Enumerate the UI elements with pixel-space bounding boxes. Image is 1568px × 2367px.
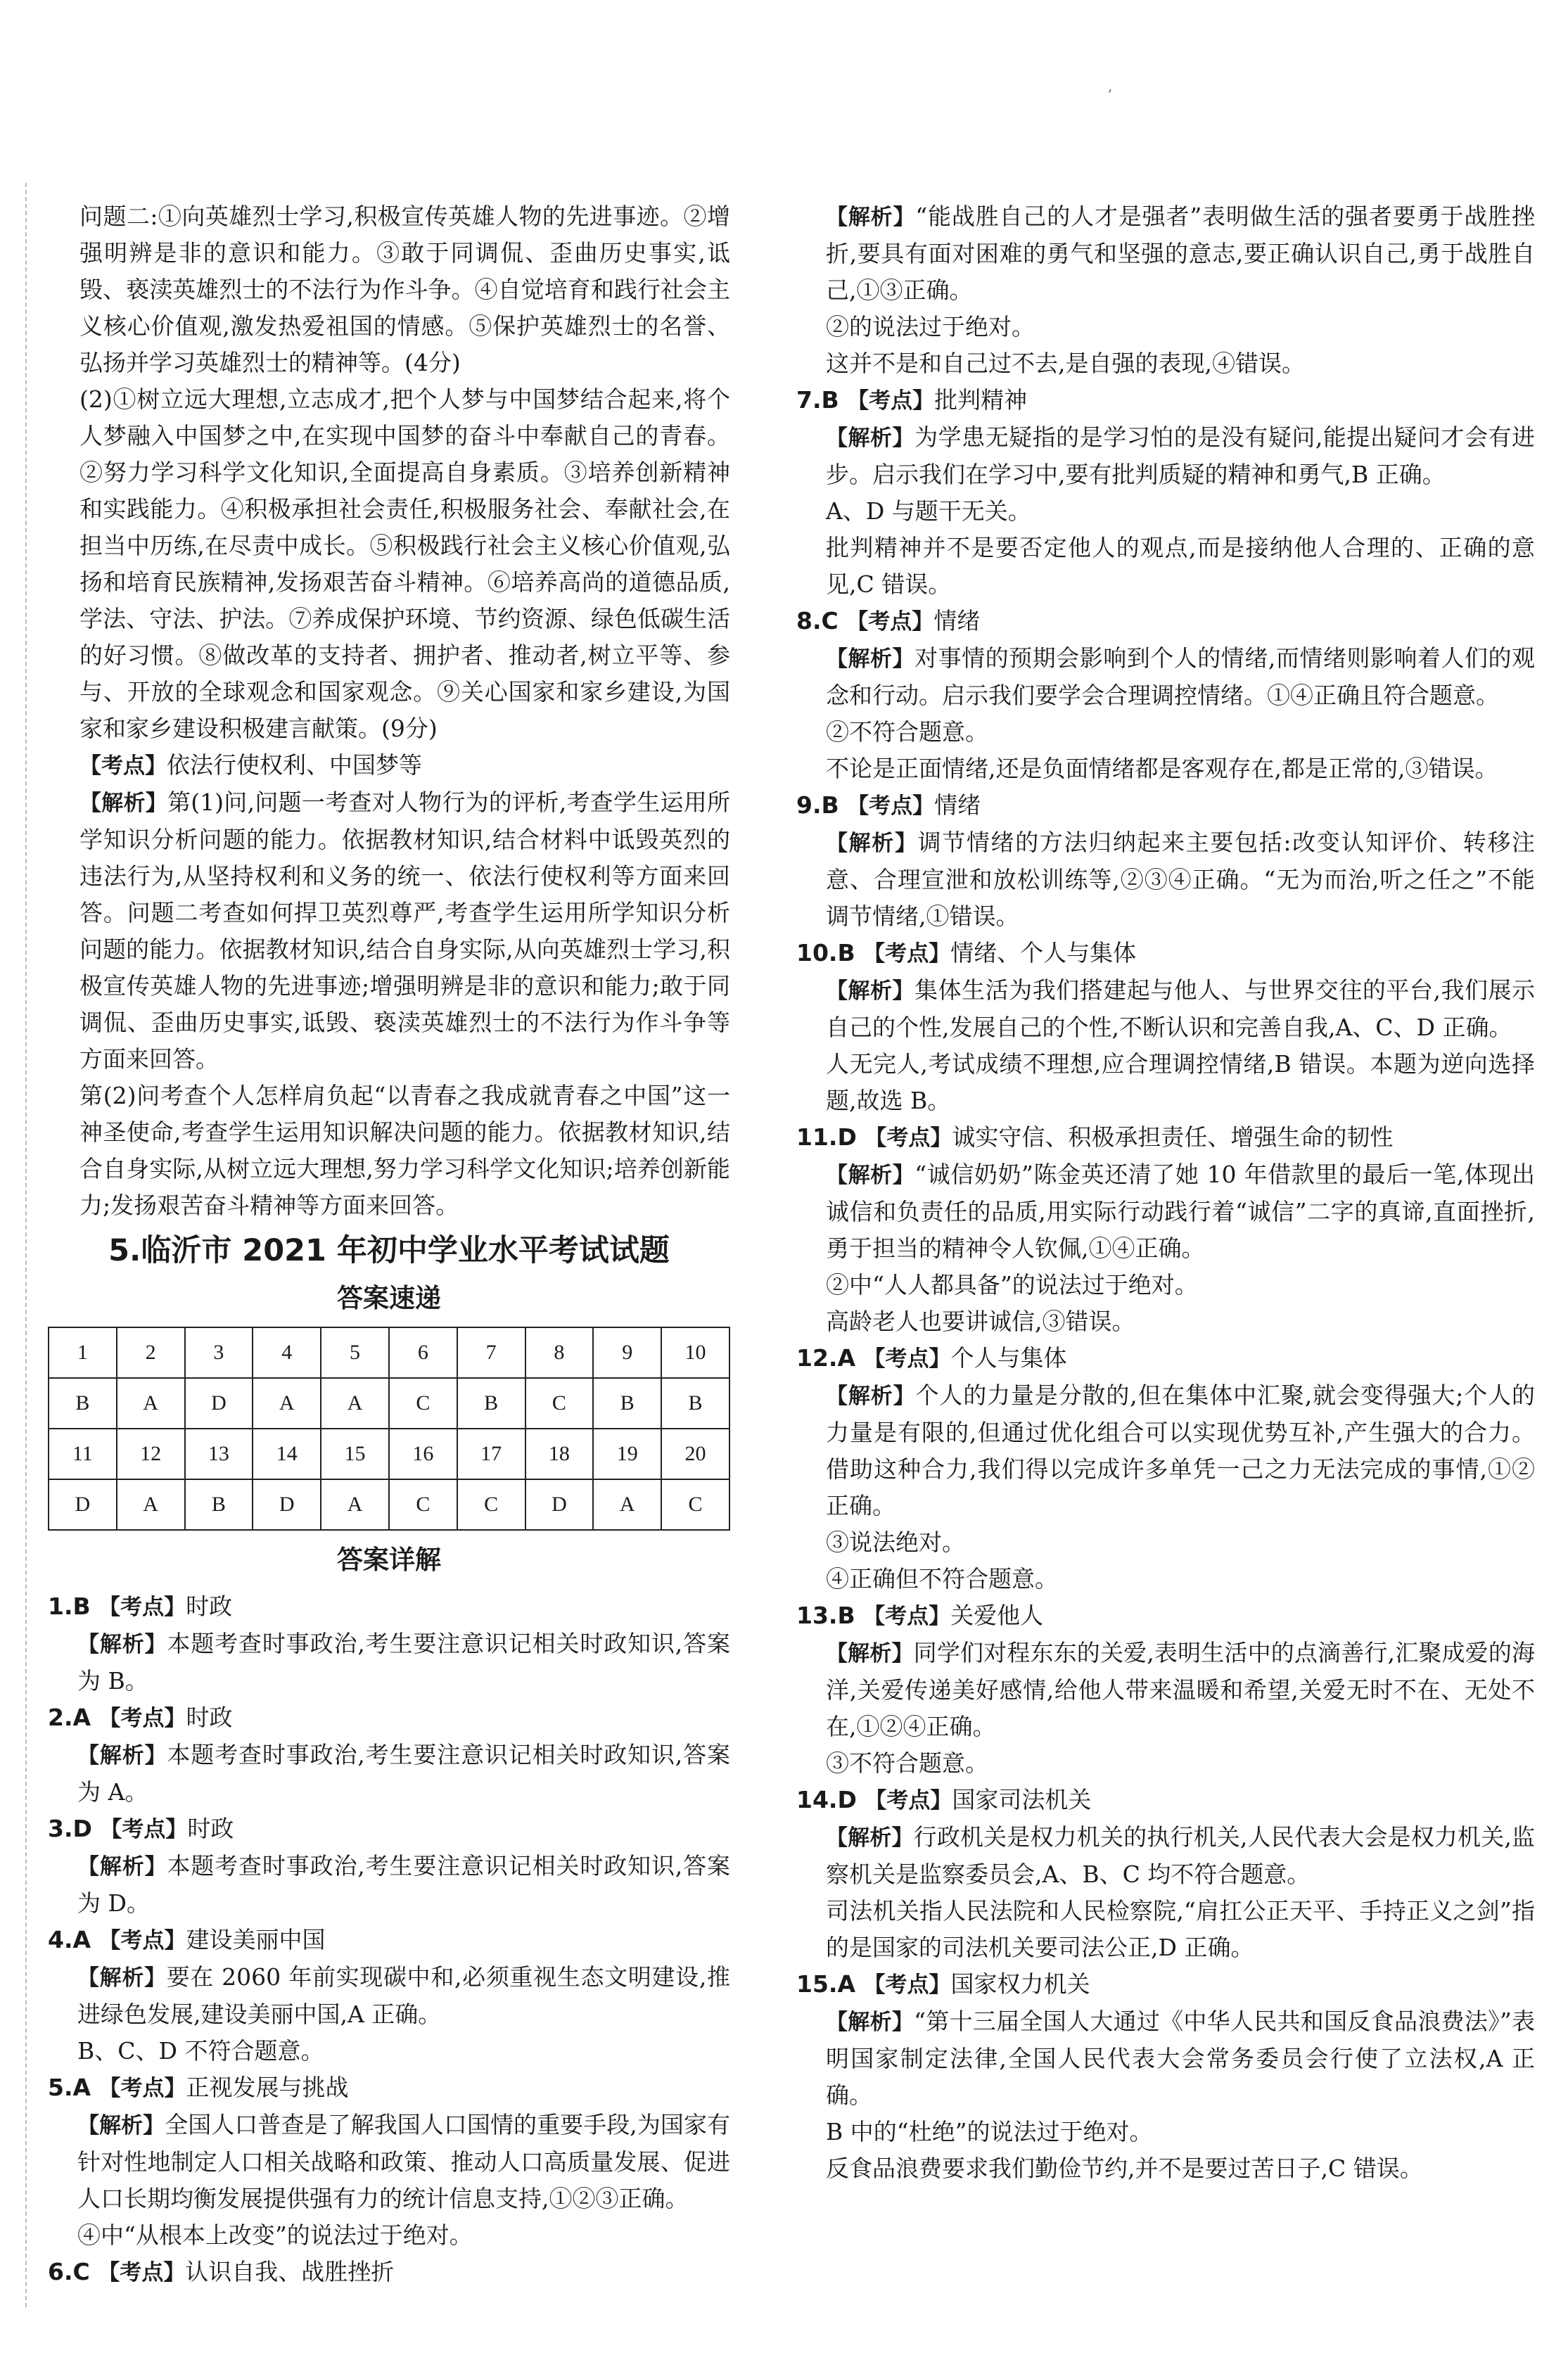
explanation-line: A、D 与题干无关。 [826,497,1031,525]
kaodian-text: 时政 [186,1593,233,1620]
kaodian-text: 诚实守信、积极承担责任、增强生命的韧性 [952,1123,1394,1151]
answer-item-heading [796,1119,1535,1156]
answer-item-heading [48,2069,730,2107]
kaodian-tag: 【考点】 [847,793,935,819]
kaodian-tag: 【考点】 [98,2076,186,2101]
answer-item-number: 12.A [796,1344,864,1372]
kaodian-tag: 【考点】 [79,753,167,779]
jiexi-text: 本题考查时事政治,考生要注意识记相关时政知识,答案为 A。 [77,1741,731,1806]
explanation-line: B、C、D 不符合题意。 [77,2037,324,2065]
kaodian-text: 情绪 [933,607,981,634]
explanation-line: ③说法绝对。 [826,1529,965,1556]
answer-item-heading [48,2254,730,2291]
jiexi-tag: 【解析】 [826,1384,916,1409]
question-number-cell: 4 [253,1327,321,1378]
explanation-line: ②不符合题意。 [826,718,988,746]
explanation-line: 高龄老人也要讲诚信,③错误。 [826,1308,1135,1335]
question-number-cell: 13 [185,1429,253,1479]
intro-para-2: (2)①树立远大理想,立志成才,把个人梦与中国梦结合起来,将个人梦融入中国梦之中,在实现中国梦的奋斗中奉献自己的青春。②努力学习科学文化知识,全面提高自身素质。③培养创新精神和实践能力。④积极承担社会责任,积极服务社会、奉献社会,在担当中历练,在尽责中成长。⑤积极践行社会主义核心价值观,弘扬和培育民族精神,发扬艰苦奋斗精神。⑥培养高尚的道德品质,学法、守法、护法。⑦养成保护环境、节约资源、绿色低碳生活的好习惯。⑧做改革的支持者、拥护者、推动者,树立平等、参与、开放的全球观念和国家观念。⑨关心国家和家乡建设,为国家和家乡建设积极建言献策。(9分) [79,385,730,742]
kaodian-text: 个人与集体 [950,1344,1067,1372]
jiexi-text: 对事情的预期会影响到个人的情绪,而情绪则影响着人们的观念和行动。启示我们要学会合理调控情绪。①④正确且符合题意。 [826,644,1536,709]
answer-letter-cell: A [253,1378,321,1429]
explanation-line: 批判精神并不是要否定他人的观点,而是接纳他人合理的、正确的意见,C 错误。 [826,534,1535,598]
question-number-cell: 7 [457,1327,525,1378]
answer-detail-title: 答案详解 [337,1545,441,1575]
question-number-cell: 14 [253,1429,321,1479]
answer-letter-cell: B [457,1378,525,1429]
answer-table-row [49,1327,729,1378]
jiexi-tag: 【解析】 [826,205,916,230]
jiexi-tag: 【解析】 [826,1163,915,1188]
kaodian-text: 国家权力机关 [950,1970,1090,1998]
answer-table-row [49,1429,729,1479]
answer-item-heading [796,1340,1535,1377]
kaodian-tag: 【考点】 [98,1706,186,1731]
answer-letter-cell: C [389,1378,457,1429]
kaodian-text: 时政 [186,1704,233,1731]
jiexi-text: 本题考查时事政治,考生要注意识记相关时政知识,答案为 D。 [77,1852,731,1917]
kaodian-tag: 【考点】 [865,1788,952,1813]
explanation-line: ③不符合题意。 [826,1749,988,1777]
kaodian-text: 国家司法机关 [952,1786,1092,1813]
jiexi-text: 行政机关是权力机关的执行机关,人民代表大会是权力机关,监察机关是监察委员会,A、B、C 均不符合题意。 [826,1823,1536,1888]
question-number-cell: 11 [49,1429,117,1479]
kaodian-text: 批判精神 [934,386,1028,414]
question-number-cell: 17 [457,1429,525,1479]
scan-mark: , [1108,77,1113,94]
answer-item-heading [796,935,1535,972]
answer-item-number: 7.B [796,386,848,414]
question-number-cell: 12 [117,1429,185,1479]
answer-item-number: 2.A [48,1704,99,1731]
jiexi-line [796,640,1535,714]
jiexi-tag: 【解析】 [826,1641,914,1666]
jiexi-line [796,1819,1535,1893]
answer-letter-cell: B [661,1378,729,1429]
answer-item-heading [48,1699,730,1737]
kaodian-tag: 【考点】 [847,388,935,414]
intro-para-1: 问题二:①向英雄烈士学习,积极宣传英雄人物的先进事迹。②增强明辨是非的意识和能力。③敢于同调侃、歪曲历史事实,诋毁、亵渎英雄烈士的不法行为作斗争。④自觉培育和践行社会主义核心价值观,激发热爱祖国的情感。⑤保护英雄烈士的名誉、弘扬并学习英雄烈士的精神等。(4分) [79,203,730,376]
question-number-cell: 5 [321,1327,389,1378]
jiexi-text: “诚信奶奶”陈金英还清了她 10 年借款里的最后一笔,体现出诚信和负责任的品质,用实际行动践行着“诚信”二字的真谛,直面挫折,勇于担当的精神令人钦佩,①④正确。 [826,1161,1535,1262]
question-number-cell: 10 [661,1327,729,1378]
kaodian-text: 依法行使权利、中国梦等 [167,751,422,779]
jiexi-line [796,419,1535,493]
explanation-line: ②中“人人都具备”的说法过于绝对。 [826,1271,1198,1299]
kaodian-text: 情绪、个人与集体 [950,939,1137,966]
answer-detail-list-right [796,382,1535,2187]
jiexi-text: 全国人口普查是了解我国人口国情的重要手段,为国家有针对性地制定人口相关战略和政策、推动人口高质量发展、促进人口长期均衡发展提供强有力的统计信息支持,①②③正确。 [77,2111,730,2212]
answer-letter-cell: A [117,1378,185,1429]
question-number-cell: 18 [525,1429,594,1479]
jiexi-para-2: 第(2)问考查个人怎样肩负起“以青春之我成就青春之中国”这一神圣使命,考查学生运用知识解决问题的能力。依据教材知识,结合自身实际,从树立远大理想,努力学习科学文化知识;培养创新能力;发扬艰苦奋斗精神等方面来回答。 [79,1082,730,1219]
jiexi-tag: 【解析】 [79,791,168,816]
kaodian-tag: 【考点】 [100,1817,188,1842]
explanation-line: 人无完人,考试成绩不理想,应合理调控情绪,B 错误。本题为逆向选择题,故选 B。 [826,1050,1535,1114]
kaodian-text: 认识自我、战胜挫折 [185,2258,395,2285]
explanation-line: ④中“从根本上改变”的说法过于绝对。 [77,2221,473,2249]
answer-item-number: 5.A [48,2074,99,2101]
answer-table-row [49,1479,729,1530]
question-number-cell: 2 [117,1327,185,1378]
kaodian-text: 建设美丽中国 [186,1926,326,1953]
answer-letter-cell: C [661,1479,729,1530]
answer-item-number: 1.B [48,1593,99,1620]
answer-letter-cell: C [525,1378,594,1429]
kaodian-text: 关爱他人 [950,1602,1044,1629]
jiexi-line [796,1635,1535,1745]
answer-item-number: 8.C [796,607,847,634]
jiexi-text: 本题考查时事政治,考生要注意识记相关时政知识,答案为 B。 [77,1630,731,1695]
explanation-line: 反食品浪费要求我们勤俭节约,并不是要过苦日子,C 错误。 [826,2155,1423,2182]
explanation-line: ④正确但不符合题意。 [826,1565,1058,1593]
item-6-continuation [796,198,1535,382]
answer-item-heading [48,1588,730,1626]
jiexi-text: 同学们对程东东的关爱,表明生活中的点滴善行,汇聚成爱的海洋,关爱传递美好感情,给他人带来温暖和希望,关爱无时不在、无处不在,①②④正确。 [826,1639,1536,1740]
answer-letter-cell: B [185,1479,253,1530]
jiexi-tag: 【解析】 [826,426,915,451]
answer-item-number: 14.D [796,1786,865,1813]
answer-letter-cell: C [389,1479,457,1530]
question-number-cell: 1 [49,1327,117,1378]
jiexi-text: 调节情绪的方法归纳起来主要包括:改变认知评价、转移注意、合理宣泄和放松训练等,②③④正确。“无为而治,听之任之”不能调节情绪,①错误。 [826,829,1535,930]
answer-item-number: 15.A [796,1970,864,1998]
answer-letter-cell: C [457,1479,525,1530]
jiexi-line [796,198,1535,309]
answer-letter-cell: B [593,1378,661,1429]
jiexi-line [48,1959,730,2033]
kaodian-tag: 【考点】 [863,1972,951,1998]
jiexi-text: 集体生活为我们搭建起与他人、与世界交往的平台,我们展示自己的个性,发展自己的个性,不断认识和完善自我,A、C、D 正确。 [826,976,1536,1041]
answer-item-number: 3.D [48,1815,101,1842]
answer-letter-cell: D [49,1479,117,1530]
kaodian-tag: 【考点】 [98,2260,186,2285]
answer-letter-cell: A [321,1378,389,1429]
exam-title: 5.临沂市 2021 年初中学业水平考试试题 [108,1233,670,1268]
answer-letter-cell: D [525,1479,594,1530]
answer-table-row [49,1378,729,1429]
question-number-cell: 16 [389,1429,457,1479]
answer-letter-cell: B [49,1378,117,1429]
jiexi-tag: 【解析】 [826,978,915,1004]
explanation-line: 司法机关指人民法院和人民检察院,“肩扛公正天平、手持正义之剑”指的是国家的司法机关要司法公正,D 正确。 [826,1897,1535,1961]
jiexi-text: 第(1)问,问题一考查对人物行为的评析,考查学生运用所学知识分析问题的能力。依据教材知识,结合材料中诋毁英烈的违法行为,从坚持权利和义务的统一、依法行使权利等方面来回答。问题二考查如何捍卫英烈尊严,考查学生运用所学知识分析问题的能力。依据教材知识,结合自身实际,从向英雄烈士学习,积极宣传英雄人物的先进事迹;增强明辨是非的意识和能力;敢于同调侃、歪曲历史事实,诋毁、亵渎英雄烈士的不法行为作斗争等方面来回答。 [79,789,730,1073]
answer-letter-cell: D [185,1378,253,1429]
jiexi-text: 为学患无疑指的是学习怕的是没有疑问,能提出疑问才会有进步。启示我们在学习中,要有批判质疑的精神和勇气,B 正确。 [826,423,1536,488]
answer-item-number: 9.B [796,791,848,819]
jiexi-tag: 【解析】 [77,1632,167,1657]
left-column [48,198,730,2291]
jiexi-text: 要在 2060 年前实现碳中和,必须重视生态文明建设,推进绿色发展,建设美丽中国,A 正确。 [77,1963,731,2028]
answer-detail-list-left [48,1588,730,2291]
kaodian-tag: 【考点】 [846,609,934,634]
jiexi-line [796,1156,1535,1267]
question-number-cell: 6 [389,1327,457,1378]
answer-item-heading [796,1597,1535,1635]
jiexi-tag: 【解析】 [826,831,918,856]
answer-item-heading [796,382,1535,419]
answer-item-number: 13.B [796,1602,864,1629]
answer-item-number: 6.C [48,2258,98,2285]
jiexi-text: “能战胜自己的人才是强者”表明做生活的强者要勇于战胜挫折,要具有面对困难的勇气和坚强的意志,要正确认识自己,勇于战胜自己,①③正确。 [826,203,1535,304]
jiexi-tag: 【解析】 [826,2010,914,2035]
kaodian-tag: 【考点】 [865,1125,952,1151]
jiexi-tag: 【解析】 [77,1854,167,1880]
answer-item-number: 10.B [796,939,864,966]
question-number-cell: 15 [321,1429,389,1479]
kaodian-tag: 【考点】 [863,1604,951,1629]
answer-item-number: 4.A [48,1926,99,1953]
explanation-line: 这并不是和自己过不去,是自强的表现,④错误。 [826,350,1305,377]
jiexi-line [796,1377,1535,1524]
kaodian-tag: 【考点】 [98,1595,186,1620]
answer-letter-cell: A [321,1479,389,1530]
answer-item-number: 11.D [796,1123,865,1151]
jiexi-tag: 【解析】 [826,1825,914,1851]
jiexi-line [48,1626,730,1699]
explanation-line: B 中的“杜绝”的说法过于绝对。 [826,2118,1153,2145]
answer-item-heading [796,1966,1535,2003]
jiexi-text: 个人的力量是分散的,但在集体中汇聚,就会变得强大;个人的力量是有限的,但通过优化组合可以实现优势互补,产生强大的合力。借助这种合力,我们得以完成许多单凭一己之力无法完成的事情,①②正确。 [826,1382,1536,1519]
explanation-line: ②的说法过于绝对。 [826,313,1035,340]
binding-gutter-line [25,183,27,2307]
answer-item-heading [796,787,1535,824]
question-number-cell: 3 [185,1327,253,1378]
explanation-line: 不论是正面情绪,还是负面情绪都是客观存在,都是正常的,③错误。 [826,755,1498,782]
question-number-cell: 8 [525,1327,594,1378]
jiexi-tag: 【解析】 [826,646,915,672]
right-column [796,198,1535,2187]
kaodian-tag: 【考点】 [863,941,951,966]
answer-letter-cell: A [117,1479,185,1530]
answer-item-heading [796,603,1535,640]
answer-item-heading [48,1811,730,1848]
answer-table [48,1327,730,1531]
jiexi-line [796,2003,1535,2114]
jiexi-tag: 【解析】 [77,1965,167,1991]
answer-item-heading [796,1782,1535,1819]
jiexi-text: “第十三届全国人大通过《中华人民共和国反食品浪费法》”表明国家制定法律,全国人民代表大会常务委员会行使了立法权,A 正确。 [826,2008,1536,2109]
jiexi-tag: 【解析】 [77,1743,167,1768]
kaodian-tag: 【考点】 [863,1346,951,1372]
jiexi-line [796,972,1535,1046]
question-number-cell: 19 [593,1429,661,1479]
jiexi-line [48,1737,730,1811]
kaodian-text: 时政 [187,1815,234,1842]
jiexi-line [48,1848,730,1922]
jiexi-line [796,824,1535,935]
jiexi-para-1 [48,784,730,1078]
answer-item-heading [48,1922,730,1959]
kaodian-line [48,747,730,784]
kaodian-tag: 【考点】 [98,1928,186,1953]
jiexi-tag: 【解析】 [77,2113,165,2138]
kaodian-text: 正视发展与挑战 [186,2074,349,2101]
answer-quick-title: 答案速递 [337,1283,441,1313]
answer-letter-cell: A [593,1479,661,1530]
question-number-cell: 20 [661,1429,729,1479]
answer-letter-cell: D [253,1479,321,1530]
kaodian-text: 情绪 [934,791,981,819]
jiexi-line [48,2107,730,2217]
question-number-cell: 9 [593,1327,661,1378]
